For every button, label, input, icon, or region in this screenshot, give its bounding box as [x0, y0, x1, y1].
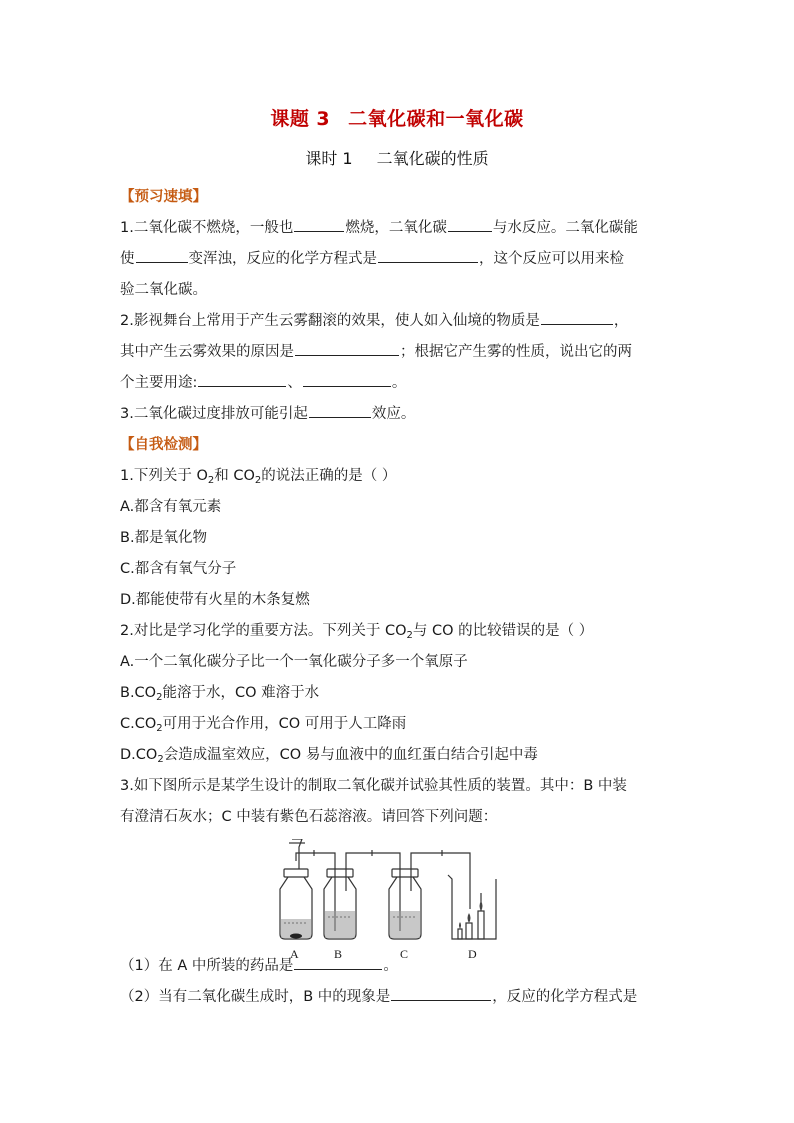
question-2-line-1: 2.影视舞台上常用于产生云雾翻滚的效果，使人如入仙境的物质是 ， [120, 306, 680, 337]
check-2-option-b[interactable]: $B.CO_2$能溶于水，CO 难溶于水 [120, 685, 320, 703]
label-b: B [334, 947, 343, 961]
question-3: 3.二氧化碳过度排放可能引起 效应。 [120, 399, 680, 430]
period-name: 二氧化碳的性质 [376, 149, 489, 168]
answer-blank[interactable] [391, 985, 491, 1001]
question-1-line-2: 使 变浑浊，反应的化学方程式是 ，这个反应可以用来检 [120, 244, 680, 275]
check-2-stem: 2.对比是学习化学的重要方法。下列关于 $CO_2$与 CO 的比较错误的是（ ） [120, 623, 594, 641]
answer-blank[interactable] [294, 216, 344, 232]
check-2-option-d[interactable]: $D.CO_2$会造成温室效应，CO 易与血液中的血红蛋白结合引起中毒 [120, 747, 538, 765]
apparatus-figure [120, 833, 680, 961]
check-2-option-c[interactable]: $C.CO_2$可用于光合作用，CO 可用于人工降雨 [120, 716, 407, 734]
page-title [0, 104, 794, 131]
period-number: 课时 1 [305, 149, 353, 168]
check-3-sub-1: （1）在 A 中所装的药品是 。 [120, 951, 680, 982]
question-1-line-1: 1.二氧化碳不燃烧，一般也 燃烧，二氧化碳 与水反应。二氧化碳能 [120, 213, 680, 244]
answer-blank[interactable] [378, 247, 478, 263]
question-1-line-3: 验二氧化碳。 [120, 282, 207, 298]
section-heading-preview: 【预习速填】 [120, 189, 207, 205]
check-2-option-a[interactable]: A.一个二氧化碳分子比一个一氧化碳分子多一个氧原子 [120, 654, 468, 670]
answer-blank[interactable] [136, 247, 188, 263]
check-1-stem: 1.下列关于 $O_2$和 $CO_2$的说法正确的是（ ） [120, 468, 397, 486]
section-heading-check: 【自我检测】 [120, 437, 207, 453]
check-1-option-a[interactable]: A.都含有氧元素 [120, 499, 222, 515]
lesson-number: 课题 3 [270, 108, 331, 130]
label-c: C [400, 947, 409, 961]
answer-blank[interactable] [294, 954, 382, 970]
check-3-stem-line-2: 有澄清石灰水；C 中装有紫色石蕊溶液。请回答下列问题： [120, 809, 498, 825]
check-1-option-d[interactable]: D.都能使带有火星的木条复燃 [120, 592, 310, 608]
answer-blank[interactable] [309, 402, 371, 418]
check-1-option-b[interactable]: B.都是氧化物 [120, 530, 208, 546]
content [120, 182, 680, 1013]
label-d: D [468, 947, 477, 961]
check-3-stem-line-1: 3.如下图所示是某学生设计的制取二氧化碳并试验其性质的装置。其中：B 中装 [120, 778, 627, 794]
answer-blank[interactable] [541, 309, 613, 325]
check-3-sub-2: （2）当有二氧化碳生成时，B 中的现象是 ，反应的化学方程式是 [120, 982, 680, 1013]
question-2-line-2: 其中产生云雾效果的原因是 ；根据它产生雾的性质，说出它的两 [120, 337, 680, 368]
lesson-name: 二氧化碳和一氧化碳 [348, 108, 524, 130]
question-2-line-3: 个主要用途: 、 。 [120, 368, 680, 399]
answer-blank[interactable] [303, 371, 391, 387]
label-a: A [290, 947, 299, 961]
answer-blank[interactable] [295, 340, 399, 356]
check-1-option-c[interactable]: C.都含有氧气分子 [120, 561, 237, 577]
answer-blank[interactable] [198, 371, 286, 387]
page-subtitle [0, 146, 794, 169]
co2-apparatus-diagram [270, 839, 502, 949]
answer-blank[interactable] [448, 216, 492, 232]
